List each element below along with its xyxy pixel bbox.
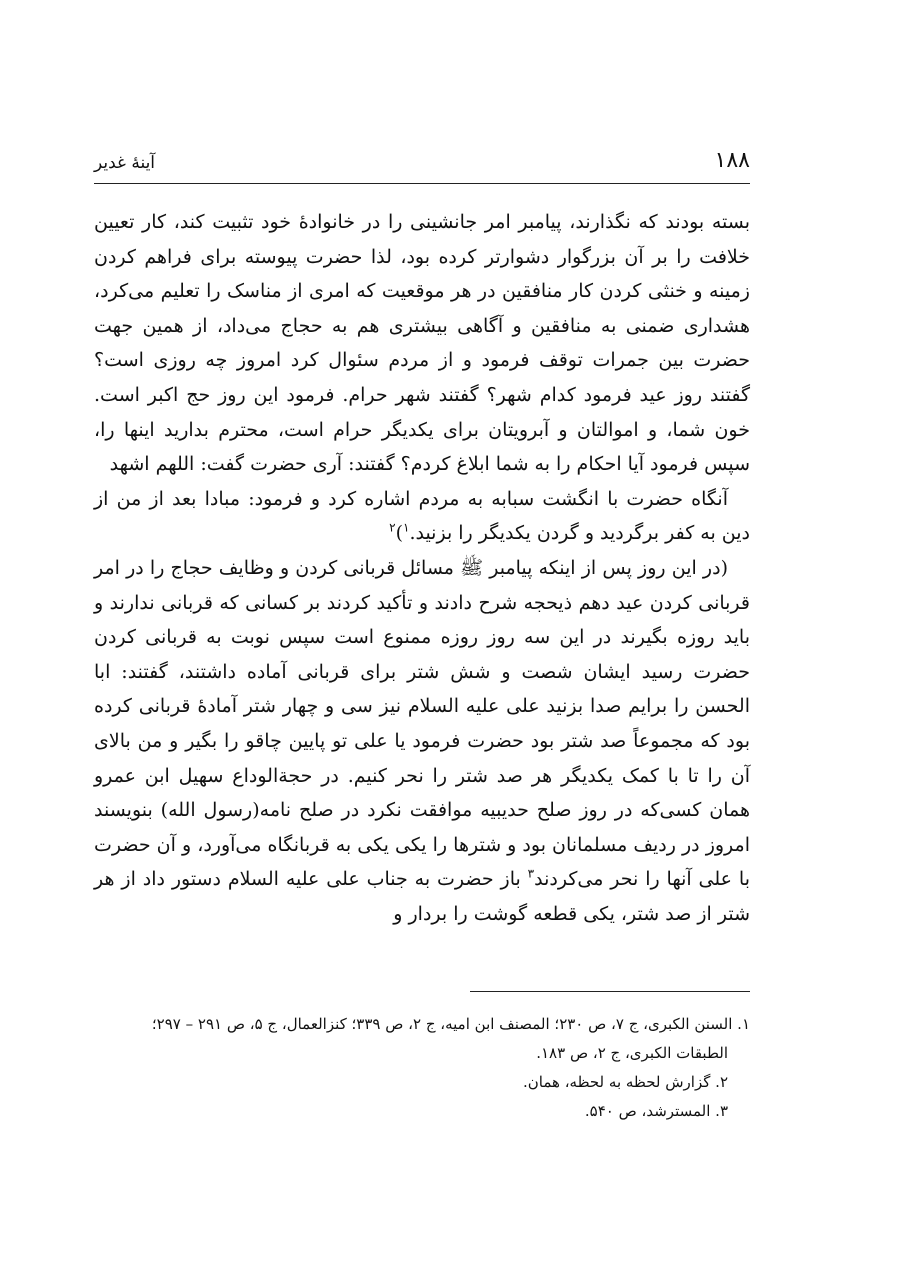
footnote-1-continued: الطبقات الکبری، ج ۲، ص ۱۸۳. (536, 1044, 728, 1062)
paragraph-2-close: ) (395, 522, 403, 545)
footnote-2: ۲. گزارش لحظه به لحظه، همان. (522, 1073, 728, 1091)
running-title: آینهٔ غدیر (94, 153, 156, 173)
main-text (94, 205, 750, 931)
paragraph-3 (94, 551, 750, 932)
paragraph-1: بسته بودند که نگذارند، پیامبر امر جانشینی را در خانوادهٔ خود تثبیت کند، کار تعیین خلافت را بر آن بزرگوار دشوارتر کرده بود، لذا حضرت پیوسته برای فراهم کردن زمینه و خنثی کردن کار منافقین در هر موقعیت که امری از مناسک را تعلیم می‌کرد، هشداری ضمنی به منافقین و آگاهی بیشتری هم به حجاج می‌داد، از همین جهت حضرت بین جمرات توقف فرمود و از مردم سئوال کرد امروز چه روزی است؟ گفتند روز عید فرمود کدام شهر؟ گفتند شهر حرام. فرمود این روز حج اکبر است. خون شما، و اموالتان و آبرویتان برای یکدیگر حرام است، محترم بدارید اینها را، سپس فرمود آیا احکام را به شما ابلاغ کردم؟ گفتند: آری حضرت گفت: اللهم اشهد (94, 211, 750, 476)
footnote-ref-3: ۳ (527, 866, 535, 881)
page-header (94, 140, 750, 180)
header-rule (94, 183, 750, 184)
paragraph-2 (94, 482, 750, 551)
paragraph-3-text-b: باز حضرت به جناب علی علیه السلام دستور داد از هر شتر از صد شتر، یکی قطعه گوشت را بردار و (94, 868, 750, 925)
paragraph-2-text: آنگاه حضرت با انگشت سبابه به مردم اشاره کرد و فرمود: مبادا بعد از من از دین به کفر برگردید و گردن یکدیگر را بزنید. (94, 487, 750, 545)
paragraph-3-text-a: (در این روز پس از اینکه پیامبر ﷺ مسائل قربانی کردن و وظایف حجاج را در امر قربانی کردن عید دهم ذیحجه شرح دادند و تأکید کردند بر کسانی که قربانی ندارند و باید روزه بگیرند در این سه روز روزه ممنوع است سپس نوبت به قربانی کردن حضرت رسید ایشان شصت و شش شتر برای قربانی آماده داشتند، گفتند: ابا الحسن را برایم صدا بزنید علی علیه السلام نیز سی و چهار شتر آمادهٔ قربانی کرده بود که مجموعاً صد شتر بود حضرت فرمود یا علی تو پایین چاقو را بگیر و من بالای آن را تا با کمک یکدیگر هر صد شتر را نحر کنیم. در حجةالوداع سهیل ابن عمرو همان کسی‌که در روز صلح حدیبیه موافقت نکرد در صلح نامه(رسول الله) بنویسند امروز در ردیف مسلمانان بود و شترها را یکی یکی به قربانگاه می‌آورد، و آن حضرت با علی آنها را نحر می‌کردند (94, 556, 750, 891)
footnote-3: ۳. المسترشد، ص ۵۴۰. (584, 1102, 728, 1120)
footnotes (94, 1010, 750, 1126)
footnote-ref-2: ۲ (389, 521, 396, 536)
page-number: ۱۸۸ (714, 148, 750, 173)
footnote-rule (470, 991, 750, 992)
footnote-1: ۱. السنن الکبری، ج ۷، ص ۲۳۰؛ المصنف ابن امیه، ج ۲، ص ۳۳۹؛ کنزالعمال، ج ۵، ص ۲۹۱ – ۲۹۷؛ (151, 1015, 750, 1033)
footnote-ref-1: ۱ (402, 521, 410, 536)
